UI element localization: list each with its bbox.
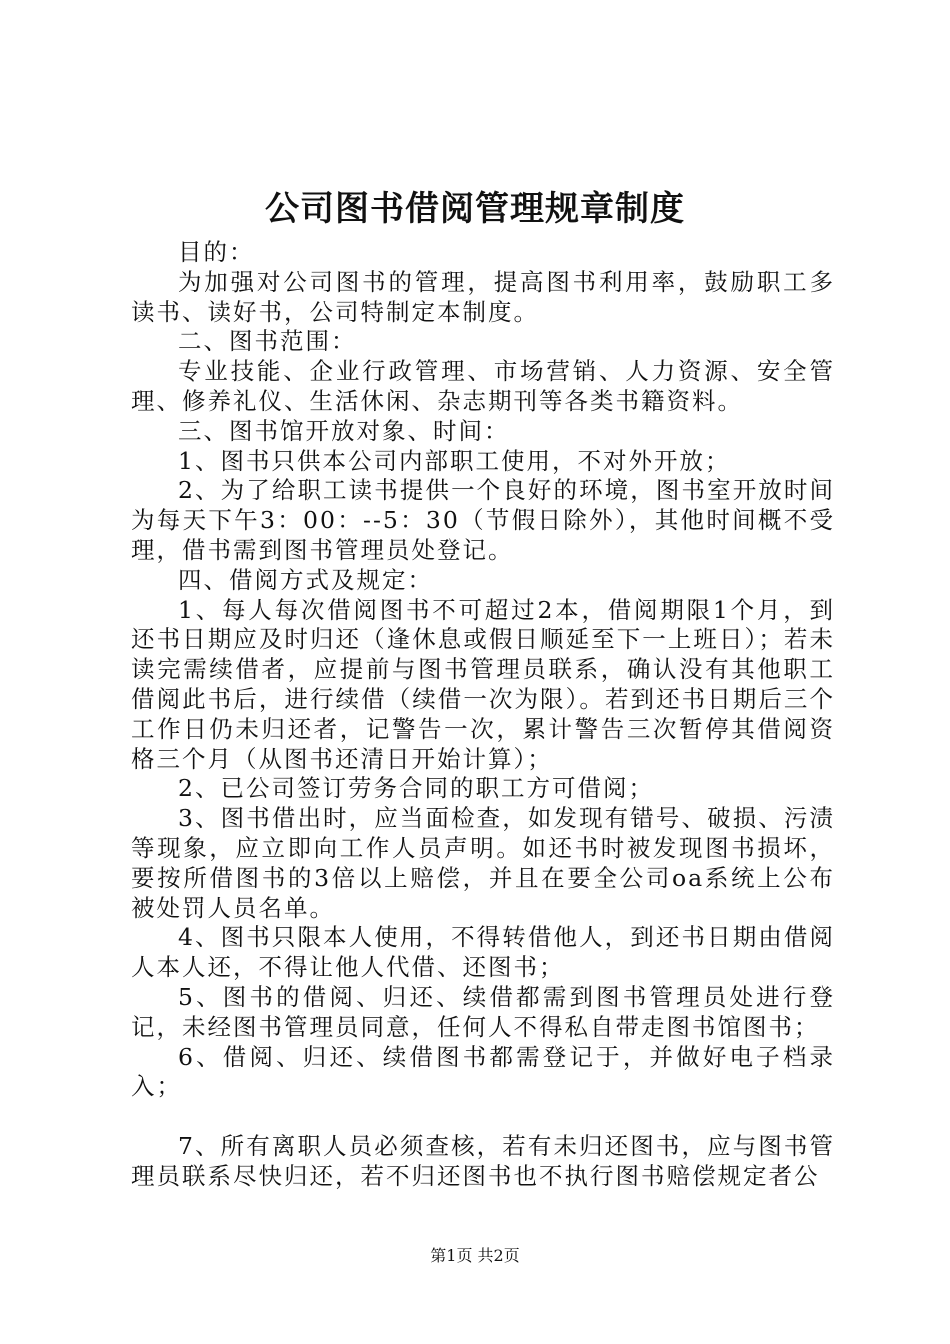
paragraph-purpose-heading: 目的： [178,238,255,266]
paragraph-rule-7: 7、所有离职人员必须查核，若有未归还图书，应与图书管理员联系尽快归还，若不归还图书也不执行图书赔偿规定者公 [131,1131,835,1190]
paragraph-scope-heading: 二、图书范围： [178,327,357,356]
page-total: 共2页 [477,1246,520,1265]
paragraph-purpose: 为加强对公司图书的管理，提高图书利用率，鼓励职工多读书、读好书，公司特制定本制度。 [131,267,835,326]
paragraph-rules-heading: 四、借阅方式及规定： [178,565,433,594]
paragraph-opening-heading: 三、图书馆开放对象、时间： [178,416,510,445]
paragraph-rule-5: 5、图书的借阅、归还、续借都需到图书管理员处进行登记，未经图书管理员同意，任何人不得私自带走图书馆图书； [131,982,835,1041]
document-body [131,238,835,1192]
paragraph-scope: 专业技能、企业行政管理、市场营销、人力资源、安全管理、修养礼仪、生活休闲、杂志期刊等各类书籍资料。 [131,357,835,415]
page-number: 第1页 [430,1246,473,1265]
paragraph-opening-2: 2、为了给职工读书提供一个良好的环境，图书室开放时间为每天下午3：00：--5：30（节假日除外），其他时间概不受理，借书需到图书管理员处登记。 [131,476,835,564]
paragraph-rule-2: 2、已公司签订劳务合同的职工方可借阅； [178,774,654,803]
paragraph-rule-1: 1、每人每次借阅图书不可超过2本，借阅期限1个月，到还书日期应及时归还（逢休息或假日顺延至下一上班日）；若未读完需续借者，应提前与图书管理员联系，确认没有其他职工借阅此书后，进行续借（续借一次为限）。若到还书日期后三个工作日仍未归还者，记警告一次，累计警告三次暂停其借阅资格三个月（从图书还清日开始计算）； [131,595,835,773]
paragraph-rule-3: 3、图书借出时，应当面检查，如发现有错号、破损、污渍等现象，应立即向工作人员声明。如还书时被发现图书损坏，要按所借图书的3倍以上赔偿，并且在要全公司oa系统上公布被处罚人员名单。 [131,804,835,922]
paragraph-rule-4: 4、图书只限本人使用，不得转借他人，到还书日期由借阅人本人还，不得让他人代借、还图书； [131,923,835,982]
page-title: 公司图书借阅管理规章制度 [265,189,685,229]
page-footer [0,1244,950,1268]
paragraph-opening-1: 1、图书只供本公司内部职工使用，不对外开放； [178,446,731,475]
paragraph-rule-6: 6、借阅、归还、续借图书都需登记于，并做好电子档录入； [131,1042,835,1101]
